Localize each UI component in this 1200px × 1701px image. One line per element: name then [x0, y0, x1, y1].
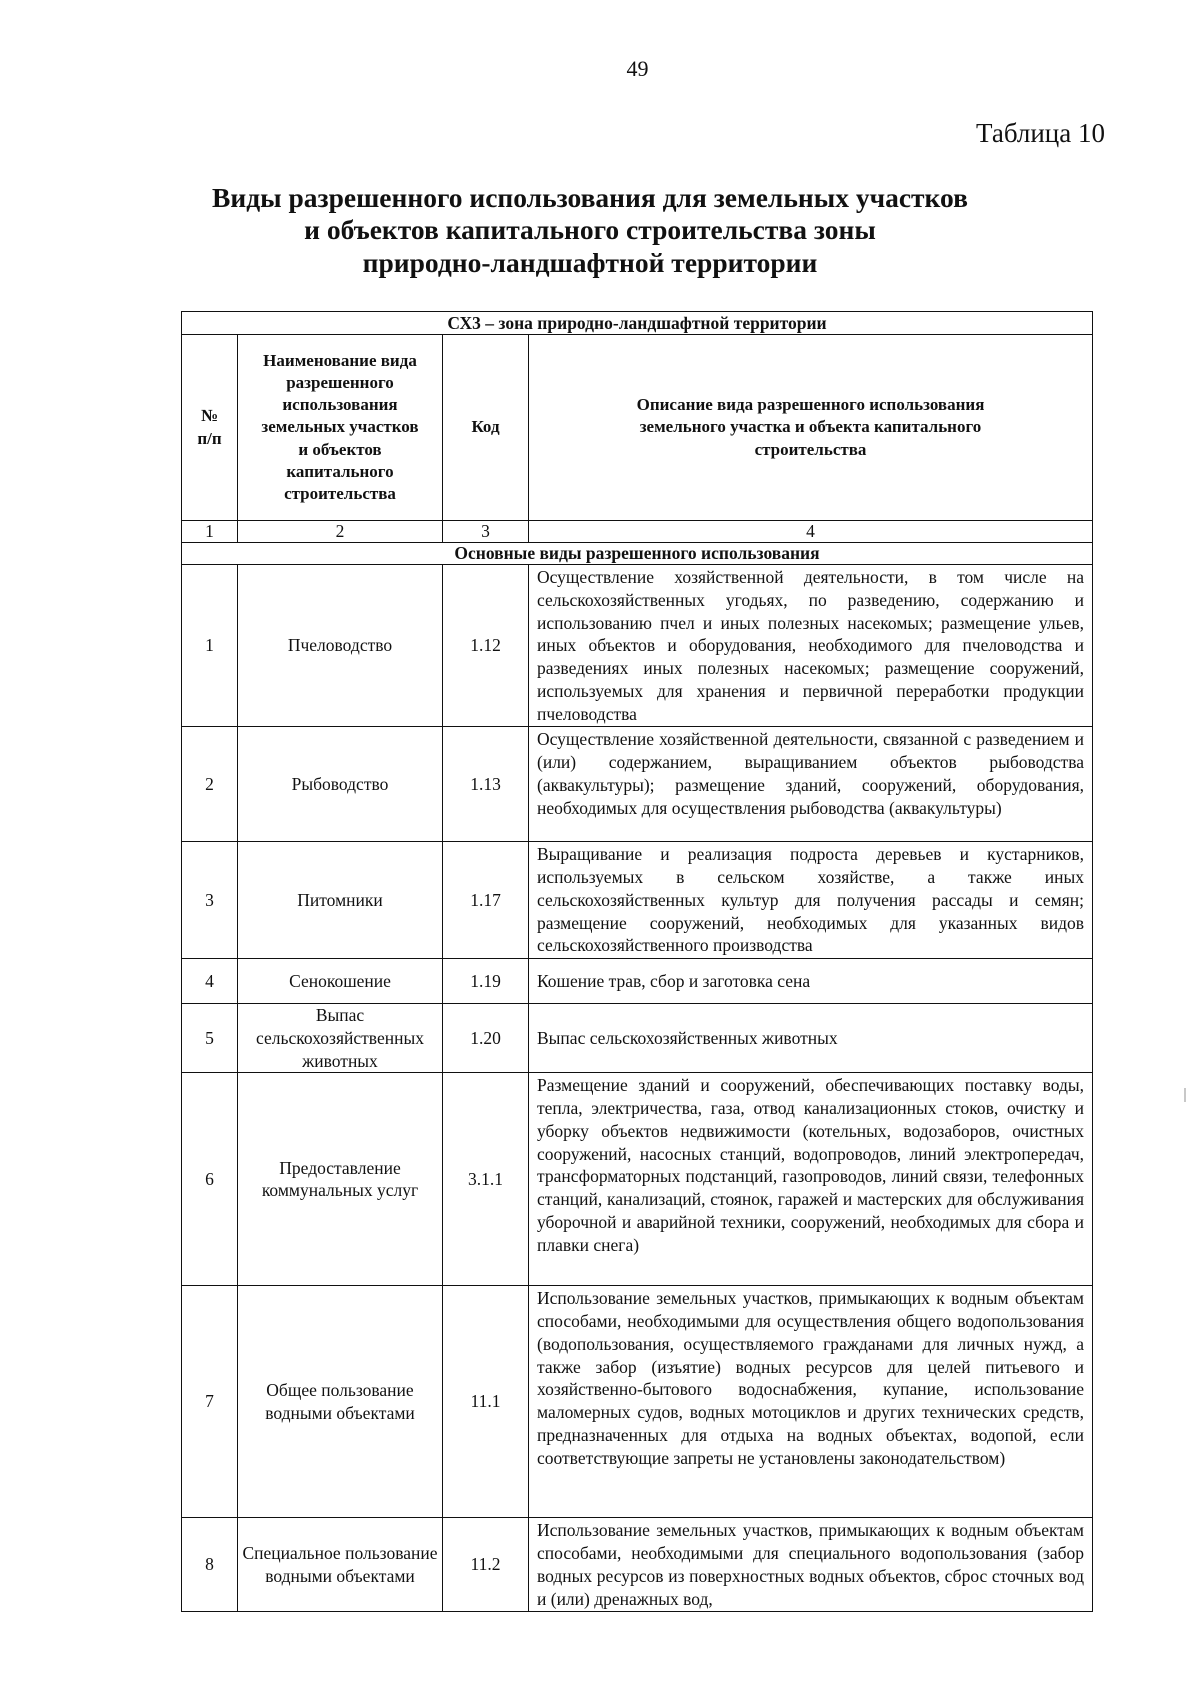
use-type-description: Размещение зданий и сооружений, обеспечивающих поставку воды, тепла, электричества, газа, отвод канализационных стоков, очистку и уборку объектов недвижимости (котельных, водозаборов, очистных сооружений, насосных станций, водопроводов, линий электропередач, трансформаторных подстанций, газопроводов, линий связи, телефонных станций, канализаций, стоянок, гаражей и мастерских для обслуживания уборочной и аварийной техники, сооружений, необходимых для сбора и плавки снега)	[529, 1073, 1093, 1286]
use-type-name: Пчеловодство	[238, 565, 443, 727]
table-row	[182, 1004, 1093, 1073]
use-type-code: 1.19	[443, 959, 529, 1004]
column-number: 1	[182, 521, 238, 543]
use-type-name: Выпас сельскохозяйственных животных	[238, 1004, 443, 1073]
row-number: 4	[182, 959, 238, 1004]
table-row	[182, 1073, 1093, 1286]
section-title: Основные виды разрешенного использования	[182, 543, 1093, 565]
use-type-name: Общее пользование водными объектами	[238, 1286, 443, 1518]
scan-artifact	[1184, 1088, 1186, 1102]
use-type-name: Питомники	[238, 842, 443, 959]
use-type-code: 1.12	[443, 565, 529, 727]
use-type-code: 1.17	[443, 842, 529, 959]
use-type-name: Специальное пользование водными объектами	[238, 1518, 443, 1612]
row-number: 3	[182, 842, 238, 959]
use-type-code: 11.2	[443, 1518, 529, 1612]
title-line-2: и объектов капитального строительства зоны	[304, 214, 876, 246]
use-type-description: Осуществление хозяйственной деятельности, связанной с разведением и (или) содержанием, выращиванием объектов рыбоводства (аквакультуры); размещение зданий, сооружений, оборудования, необходимых для осуществления рыбоводства (аквакультуры)	[529, 727, 1093, 842]
column-number: 4	[529, 521, 1093, 543]
page-number: 49	[626, 56, 649, 81]
column-number: 2	[238, 521, 443, 543]
use-type-description: Использование земельных участков, примыкающих к водным объектам способами, необходимыми для осуществления общего водопользования (водопользования, осуществляемого гражданами для личных нужд, а также забор (изъятие) водных ресурсов для целей питьевого и хозяйственно-бытового водоснабжения, купание, использование маломерных судов, водных мотоциклов и других технических средств, предназначенных для отдыха на водных объектах, водопой, если соответствующие запреты не установлены законодательством)	[529, 1286, 1093, 1518]
row-number: 1	[182, 565, 238, 727]
use-type-description: Кошение трав, сбор и заготовка сена	[529, 959, 1093, 1004]
zone-header: СХ3 – зона природно-ландшафтной территории	[182, 312, 1093, 335]
table-row	[182, 565, 1093, 727]
land-use-table	[181, 311, 1093, 1612]
column-number: 3	[443, 521, 529, 543]
use-type-name: Предоставление коммунальных услуг	[238, 1073, 443, 1286]
table-row	[182, 1286, 1093, 1518]
use-type-code: 11.1	[443, 1286, 529, 1518]
row-number: 7	[182, 1286, 238, 1518]
use-type-description: Выращивание и реализация подроста деревьев и кустарников, используемых в сельском хозяйстве, а также иных сельскохозяйственных культур для получения рассады и семян; размещение сооружений, необходимых для указанных видов сельскохозяйственного производства	[529, 842, 1093, 959]
use-type-name: Рыбоводство	[238, 727, 443, 842]
table-row	[182, 727, 1093, 842]
table-row	[182, 1518, 1093, 1612]
table-row	[182, 842, 1093, 959]
title-line-1: Виды разрешенного использования для земельных участков	[212, 182, 968, 213]
column-header-name: Наименование вида разрешенного использования земельных участков и объектов капитального строительства	[238, 335, 443, 521]
title-line-3: природно-ландшафтной территории	[362, 246, 818, 278]
table-row	[182, 959, 1093, 1004]
use-type-code: 3.1.1	[443, 1073, 529, 1286]
row-number: 5	[182, 1004, 238, 1073]
table-label: Таблица 10	[976, 118, 1105, 148]
column-header-code: Код	[443, 335, 529, 521]
row-number: 2	[182, 727, 238, 842]
use-type-description: Осуществление хозяйственной деятельности, в том числе на сельскохозяйственных угодьях, по разведению, содержанию и использованию пчел и иных полезных насекомых; размещение ульев, иных объектов и оборудования, необходимого для пчеловодства и разведениях иных полезных насекомых; размещение сооружений, используемых для хранения и первичной переработки продукции пчеловодства	[529, 565, 1093, 727]
row-number: 8	[182, 1518, 238, 1612]
use-type-code: 1.13	[443, 727, 529, 842]
use-type-name: Сенокошение	[238, 959, 443, 1004]
use-type-description: Использование земельных участков, примыкающих к водным объектам способами, необходимыми для специального водопользования (забор водных ресурсов из поверхностных водных объектов, сброс сточных вод и (или) дренажных вод,	[529, 1518, 1093, 1612]
column-header-description: Описание вида разрешенного использования земельного участка и объекта капитального строительства	[529, 335, 1093, 521]
column-header-num: № п/п	[182, 335, 238, 521]
use-type-code: 1.20	[443, 1004, 529, 1073]
document-title	[150, 182, 1030, 279]
use-type-description: Выпас сельскохозяйственных животных	[529, 1004, 1093, 1073]
row-number: 6	[182, 1073, 238, 1286]
